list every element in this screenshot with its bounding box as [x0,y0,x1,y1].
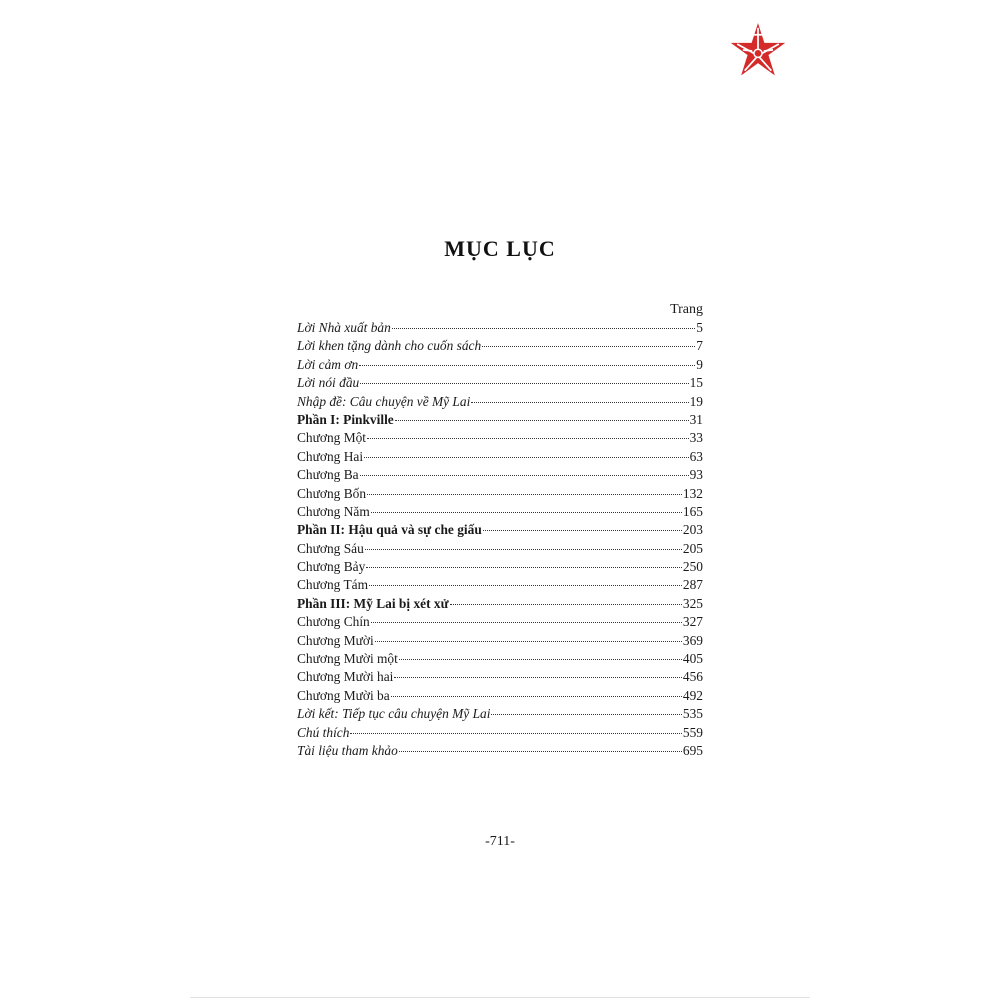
toc-entry [297,558,703,576]
toc-leader-dots [371,621,682,623]
toc-entry [297,319,703,337]
toc-leader-dots [367,493,682,495]
toc-entry-page: 695 [682,742,703,758]
toc-leader-dots [491,713,681,715]
toc-entry-page: 287 [682,577,703,593]
toc-leader-dots [365,548,682,550]
toc-entry [297,595,703,613]
toc-entry-page: 33 [689,430,703,446]
toc-leader-dots [367,437,689,439]
toc-entry-page: 19 [689,393,703,409]
toc-entry-page: 205 [682,540,703,556]
toc-entry [297,687,703,705]
red-star-logo-icon [729,22,787,80]
toc-entry-page: 31 [689,411,703,427]
toc-entry-label: Chương Năm [297,503,370,519]
toc-entry-label: Phần III: Mỹ Lai bị xét xử [297,595,449,611]
toc-entry-page: 405 [682,651,703,667]
toc-entry [297,632,703,650]
toc-entry-page: 203 [682,522,703,538]
toc-leader-dots [350,732,681,734]
toc-leader-dots [394,676,682,678]
toc-entry-label: Chương Bảy [297,559,366,575]
toc-entry-page: 9 [696,356,703,372]
toc-entry-label: Chương Hai [297,448,364,464]
toc-entry-page: 5 [696,320,703,335]
toc-entry [297,724,703,742]
toc-entry [297,705,703,723]
toc-leader-dots [360,474,689,476]
toc-entry-page: 327 [682,614,703,630]
toc-entry-label: Chương Bốn [297,485,367,501]
toc-entry-page: 63 [689,448,703,464]
toc-leader-dots [366,566,682,568]
toc-entry [297,521,703,539]
toc-entry-page: 325 [682,595,703,611]
table-of-contents [297,300,703,760]
toc-entry [297,576,703,594]
toc-entry-label: Chương Ba [297,467,359,483]
toc-entry-page: 369 [682,632,703,648]
toc-leader-dots [371,511,682,513]
toc-entry-label: Chương Sáu [297,540,364,556]
toc-entry-label: Chương Mười [297,632,374,648]
toc-leader-dots [364,456,689,458]
toc-entry [297,540,703,558]
toc-entry [297,485,703,503]
toc-entry-page: 93 [689,467,703,483]
bottom-divider [190,997,810,998]
page-column-header: Trang [670,302,703,317]
toc-leader-dots [391,695,682,697]
toc-leader-dots [450,603,682,605]
toc-leader-dots [395,419,689,421]
toc-entry-label: Chương Mười một [297,651,398,667]
toc-entry-page: 535 [682,706,703,722]
toc-entry [297,448,703,466]
toc-entry-page: 15 [689,375,703,391]
toc-entry-page: 492 [682,687,703,703]
toc-entry [297,466,703,484]
toc-leader-dots [375,640,682,642]
toc-entry-page: 132 [682,485,703,501]
toc-entry-label: Tài liệu tham khảo [297,742,398,758]
toc-entry-label: Lời khen tặng dành cho cuốn sách [297,338,482,354]
toc-leader-dots [482,345,695,347]
toc-entry-label: Chương Mười hai [297,669,394,685]
toc-entry-label: Phần II: Hậu quả và sự che giấu [297,522,482,538]
toc-entry-label: Chú thích [297,724,350,740]
toc-entry [297,429,703,447]
toc-entry [297,374,703,392]
toc-entry-label: Chương Một [297,430,367,446]
toc-entry-label: Lời kết: Tiếp tục câu chuyện Mỹ Lai [297,706,491,722]
toc-entry-label: Lời cảm ơn [297,356,359,372]
toc-entry [297,503,703,521]
toc-entry-label: Chương Tám [297,577,369,593]
toc-entry-label: Phần I: Pinkville [297,411,394,427]
toc-entry [297,411,703,429]
toc-entry-label: Chương Chín [297,614,370,630]
toc-leader-dots [392,327,695,329]
toc-entry-page: 250 [682,559,703,575]
page-number: -711- [485,834,515,849]
toc-entry-page: 559 [682,724,703,740]
toc-entry [297,668,703,686]
toc-entry [297,393,703,411]
toc-leader-dots [471,401,688,403]
toc-entry [297,337,703,355]
toc-entry-label: Lời Nhà xuất bản [297,320,391,335]
toc-entry-page: 7 [696,338,703,354]
toc-leader-dots [399,658,682,660]
toc-entry-label: Chương Mười ba [297,687,390,703]
toc-entry [297,650,703,668]
toc-leader-dots [359,364,695,366]
toc-leader-dots [399,750,682,752]
toc-entry-page: 456 [682,669,703,685]
toc-entries [297,319,703,760]
toc-entry [297,356,703,374]
toc-entry-page: 165 [682,503,703,519]
toc-leader-dots [369,584,682,586]
toc-leader-dots [483,529,682,531]
toc-entry-label: Nhập đề: Câu chuyện về Mỹ Lai [297,393,471,409]
toc-entry [297,742,703,760]
toc-entry-label: Lời nói đầu [297,375,360,391]
toc-leader-dots [360,382,688,384]
toc-title: MỤC LỤC [444,236,556,261]
toc-entry [297,613,703,631]
